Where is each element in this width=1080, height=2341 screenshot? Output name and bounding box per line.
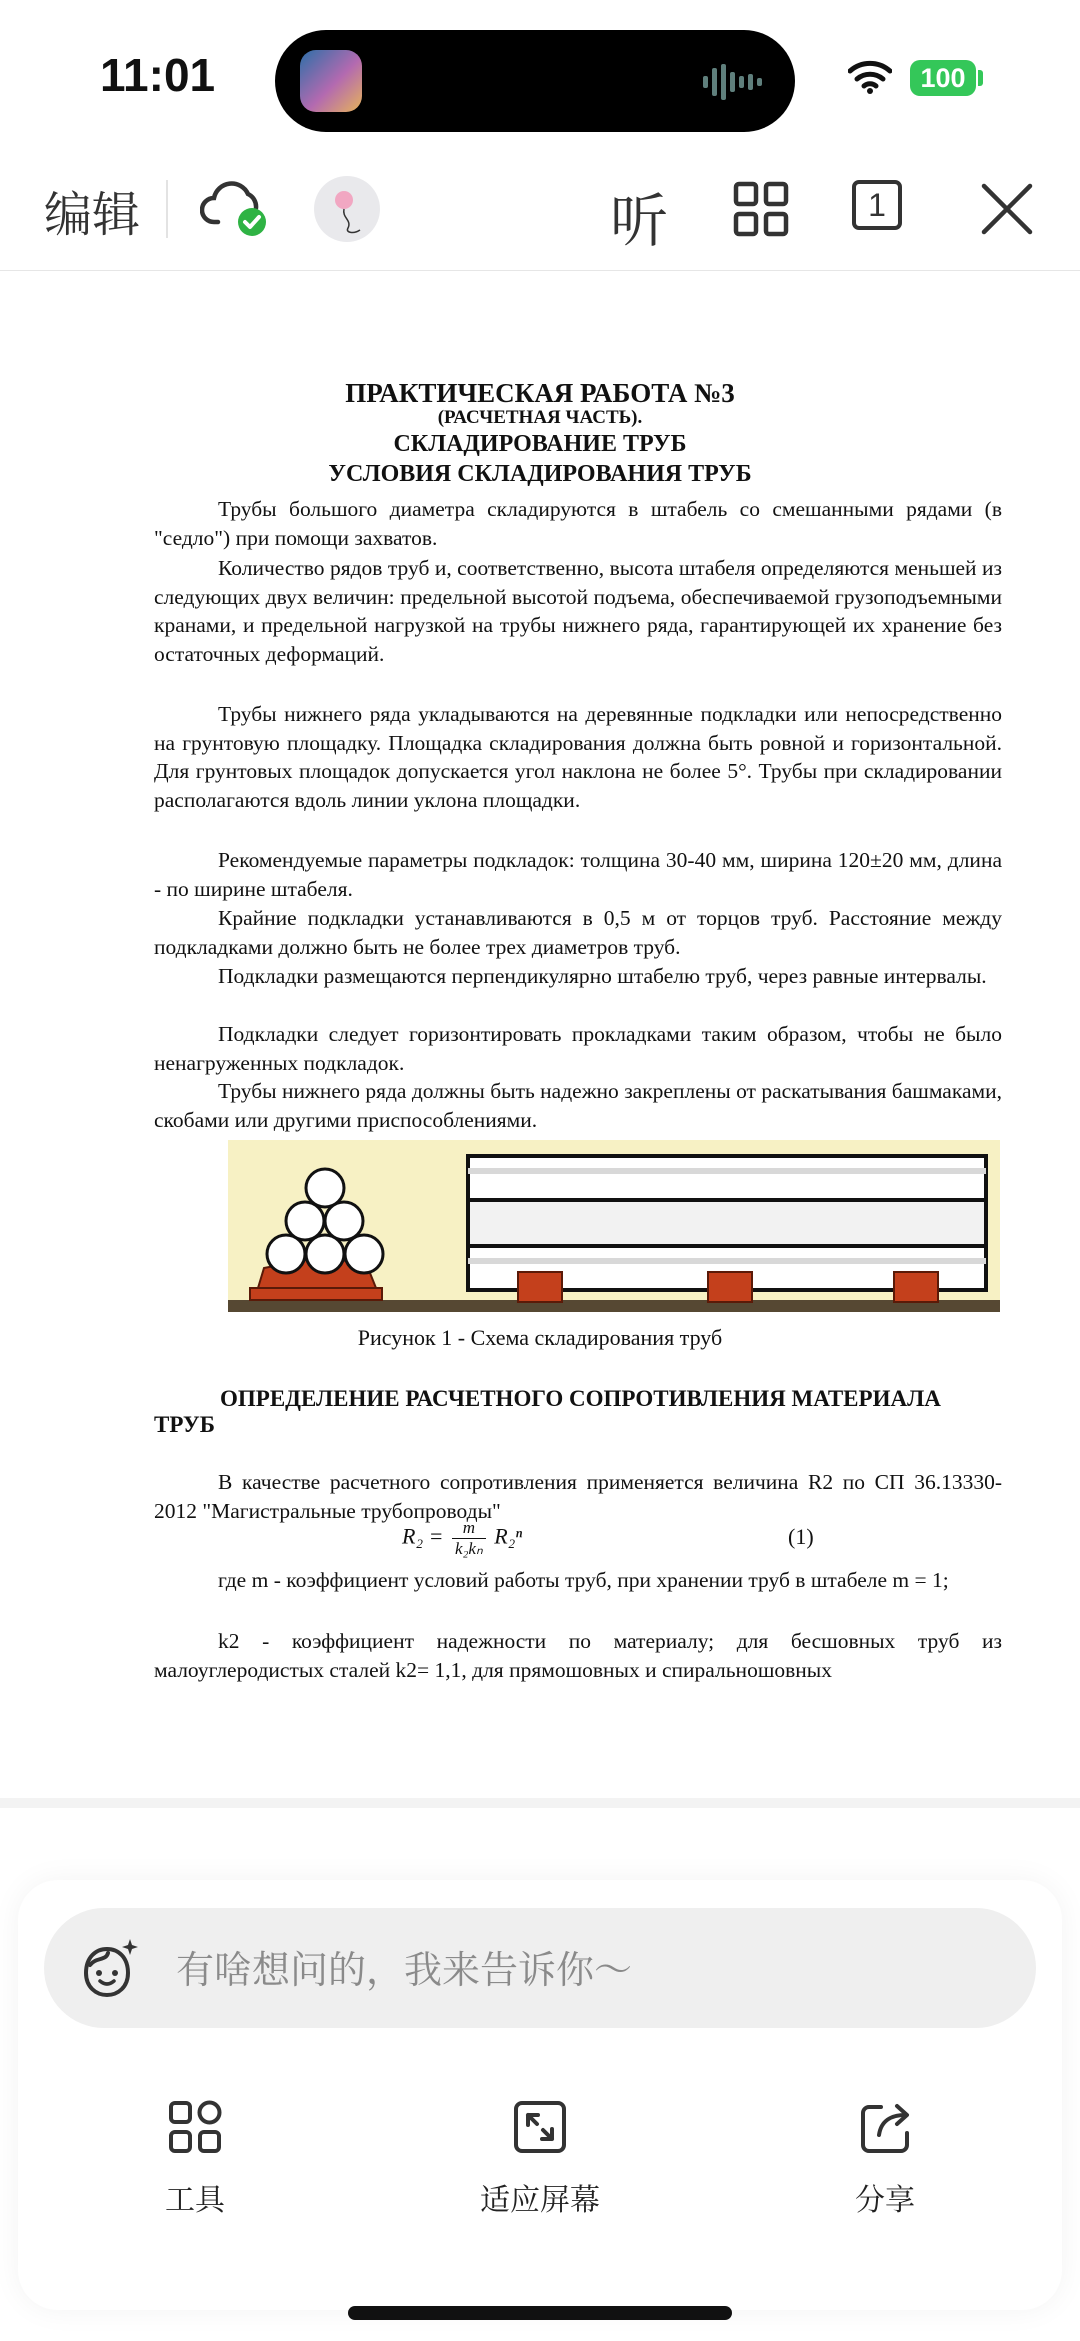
- paragraph-7: Подкладки следует горизонтировать прокладками таким образом, чтобы не было ненагруженных подкладок.: [154, 1022, 1002, 1075]
- paragraph-2: Количество рядов труб и, соответственно, высота штабеля определяются меньшей из следующих двух величин: предельной высотой подъема, обеспечиваемой грузоподъемными кранами, и предельной нагрузкой на трубы нижнего ряда, гарантирующей их хранение без остаточных деформаций.: [154, 556, 1002, 666]
- audio-wave-icon: [703, 62, 765, 102]
- section-2-paragraph-3: k2 - коэффициент надежности по материалу; для бесшовных труб из малоуглеродистых сталей k2= 1,1, для прямошовных и спиральношовных: [154, 1629, 1002, 1682]
- cloud-sync-icon[interactable]: [200, 178, 272, 240]
- tools-button[interactable]: [85, 2097, 305, 2219]
- formula-lhs: R₂ =: [402, 1523, 444, 1549]
- battery-tip: [978, 70, 983, 86]
- doc-heading-2: УСЛОВИЯ СКЛАДИРОВАНИЯ ТРУБ: [328, 461, 752, 487]
- formula-number: (1): [788, 1524, 814, 1549]
- balloon-icon: [314, 176, 380, 242]
- paragraph-8: Трубы нижнего ряда должны быть надежно закреплены от раскатывания башмаками, скобами или другими приспособлениями.: [154, 1079, 1002, 1132]
- paragraph-6: Подкладки размещаются перпендикулярно штабелю труб, через равные интервалы.: [218, 964, 987, 988]
- doc-heading-1: СКЛАДИРОВАНИЕ ТРУБ: [393, 431, 687, 457]
- share-button[interactable]: [775, 2097, 995, 2219]
- battery-indicator: 100: [910, 60, 976, 96]
- figure-caption: Рисунок 1 - Схема складирования труб: [357, 1325, 723, 1350]
- assistant-input[interactable]: [174, 1940, 998, 2000]
- fit-screen-icon: [510, 2097, 570, 2157]
- bottom-divider: [0, 1798, 1080, 1808]
- paragraph-1: Трубы большого диаметра складируются в штабель со смешанными рядами (в "седло") при помощи захватов.: [154, 497, 1002, 550]
- section-2-paragraph-1: В качестве расчетного сопротивления применяется величина R2 по СП 36.13330-2012 "Магистральные трубопроводы": [154, 1470, 1002, 1523]
- formula-fraction: [452, 1518, 486, 1559]
- section-2-heading: ОПРЕДЕЛЕНИЕ РАСЧЕТНОГО СОПРОТИВЛЕНИЯ МАТЕРИАЛА ТРУБ: [154, 1386, 941, 1437]
- wifi-icon: [848, 60, 892, 94]
- grid-icon[interactable]: [730, 178, 792, 240]
- listen-button[interactable]: 听: [610, 187, 669, 255]
- toolbar-divider: [166, 180, 168, 238]
- edit-button[interactable]: 编辑: [44, 187, 141, 243]
- now-playing-thumbnail: [300, 50, 362, 112]
- share-label: 分享: [855, 2183, 915, 2218]
- top-toolbar: [0, 160, 1080, 271]
- avatar[interactable]: [314, 176, 380, 242]
- paragraph-5: Крайние подкладки устанавливаются в 0,5 м от торцов труб. Расстояние между подкладками должно быть не более трех диаметров труб.: [154, 906, 1002, 959]
- paragraph-3: Трубы нижнего ряда укладываются на деревянные подкладки или непосредственно на грунтовую площадку. Площадка складирования должна быть ровной и горизонтальной. Для грунтовых площадок допускается угол наклона не более 5°. Трубы при складировании располагаются вдоль линии уклона площадки.: [154, 702, 1002, 812]
- doc-title: ПРАКТИЧЕСКАЯ РАБОТА №3: [345, 378, 735, 408]
- share-icon: [855, 2097, 915, 2157]
- tools-icon: [165, 2097, 225, 2157]
- formula-denominator: k₂kₙ: [454, 1539, 483, 1558]
- section-2-paragraph-2: где m - коэффициент условий работы труб, при хранении труб в штабеле m = 1;: [218, 1568, 949, 1592]
- pipe-storage-figure: [228, 1140, 1000, 1312]
- tools-label: 工具: [165, 2183, 225, 2218]
- doc-subtitle: (РАСЧЕТНАЯ ЧАСТЬ).: [437, 407, 643, 428]
- dynamic-island[interactable]: [275, 30, 795, 132]
- tabs-button[interactable]: 1: [852, 180, 902, 230]
- paragraph-4: Рекомендуемые параметры подкладок: толщина 30-40 мм, ширина 120±20 мм, длина - по ширине штабеля.: [154, 848, 1002, 901]
- formula-r2: [402, 1518, 522, 1559]
- fit-screen-label: 适应屏幕: [480, 2183, 600, 2218]
- home-indicator[interactable]: [348, 2306, 732, 2320]
- close-icon[interactable]: [976, 178, 1038, 240]
- status-time: 11:01: [100, 49, 216, 101]
- formula-rhs: R₂ⁿ: [494, 1523, 523, 1549]
- formula-numerator: m: [452, 1518, 486, 1539]
- fit-screen-button[interactable]: [430, 2097, 650, 2219]
- assistant-mascot-icon: [74, 1935, 140, 2001]
